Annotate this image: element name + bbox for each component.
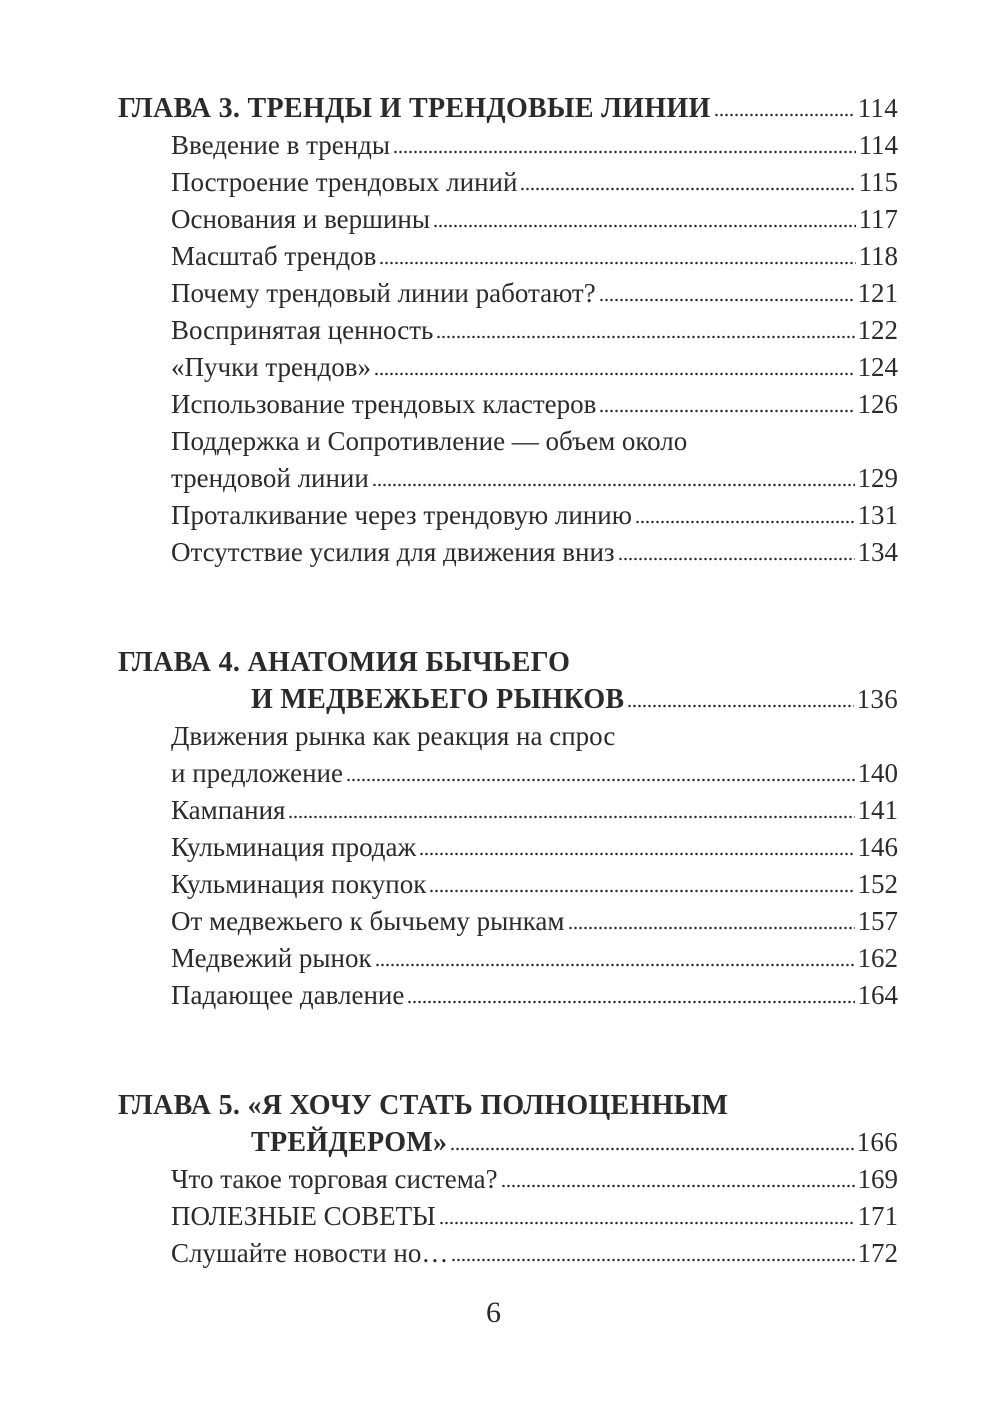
toc-entry-line1[interactable]	[118, 718, 898, 755]
chapter-4-heading-line2[interactable]	[118, 681, 898, 718]
toc-entry[interactable]	[118, 1198, 898, 1235]
page-number: 162	[857, 943, 898, 973]
toc-entry[interactable]	[118, 386, 898, 423]
dot-leader	[451, 1258, 854, 1262]
toc-entry[interactable]	[118, 1161, 898, 1198]
page-number: 129	[857, 463, 898, 493]
chapter-title: ТРЕЙДЕРОМ»	[251, 1127, 448, 1158]
section-title: Поддержка и Сопротивление — объем около	[171, 426, 688, 456]
chapter-title: И МЕДВЕЖЬЕГО РЫНКОВ	[251, 684, 625, 715]
dot-leader	[627, 704, 853, 708]
toc-entry[interactable]	[118, 275, 898, 312]
toc-entry[interactable]	[118, 829, 898, 866]
section-title: Использование трендовых кластеров	[171, 389, 597, 419]
toc-entry[interactable]	[118, 164, 898, 201]
toc-entry[interactable]	[118, 349, 898, 386]
chapter-5-heading-line2[interactable]	[118, 1124, 898, 1161]
spacer	[118, 1051, 898, 1087]
dot-leader	[599, 409, 854, 413]
toc-entry[interactable]	[118, 497, 898, 534]
page-number: 117	[858, 204, 898, 234]
dot-leader	[618, 557, 855, 561]
toc-entry[interactable]	[118, 903, 898, 940]
dot-leader	[374, 372, 855, 376]
page-number: 146	[857, 832, 898, 862]
section-title: Воспринятая ценность	[171, 315, 434, 345]
dot-leader	[433, 224, 856, 228]
section-title: Масштаб трендов	[171, 241, 377, 271]
page-folio: 6	[486, 1296, 501, 1329]
page-number: 115	[858, 167, 898, 197]
page-number: 121	[857, 278, 898, 308]
chapter-title: ГЛАВА 5. «Я ХОЧУ СТАТЬ ПОЛНОЦЕННЫМ	[118, 1090, 729, 1121]
section-title: Движения рынка как реакция на спрос	[171, 721, 616, 751]
section-title: Медвежий рынок	[171, 943, 372, 973]
page-number: 136	[856, 684, 898, 714]
page-number: 126	[857, 389, 898, 419]
section-title: Слушайте новости но…	[171, 1238, 449, 1268]
section-title: и предложение	[171, 758, 343, 788]
chapter-title: ГЛАВА 4. АНАТОМИЯ БЫЧЬЕГО	[118, 647, 571, 678]
toc-entry[interactable]	[118, 940, 898, 977]
page-number: 114	[857, 93, 898, 123]
dot-leader	[520, 187, 855, 191]
dot-leader	[346, 778, 855, 782]
page-number: 166	[856, 1127, 898, 1157]
chapter-3-heading[interactable]	[118, 90, 898, 127]
page-number: 172	[857, 1238, 898, 1268]
toc-entry-line2[interactable]	[118, 460, 898, 497]
dot-leader	[372, 483, 855, 487]
page-number: 124	[857, 352, 898, 382]
table-of-contents	[118, 90, 898, 1272]
section-title: От медвежьего к бычьему рынкам	[171, 906, 565, 936]
dot-leader	[419, 852, 854, 856]
toc-entry[interactable]	[118, 977, 898, 1014]
page-number: 134	[857, 537, 898, 567]
toc-entry[interactable]	[118, 312, 898, 349]
section-title: Проталкивание через трендовую линию	[171, 500, 632, 530]
section-title: трендовой линии	[171, 463, 369, 493]
toc-entry[interactable]	[118, 534, 898, 571]
page-number: 157	[857, 906, 898, 936]
page-number: 169	[857, 1164, 898, 1194]
section-title: ПОЛЕЗНЫЕ СОВЕТЫ	[171, 1201, 436, 1231]
section-title: Падающее давление	[171, 980, 405, 1010]
spacer	[118, 1014, 898, 1051]
spacer	[118, 608, 898, 644]
toc-entry[interactable]	[118, 238, 898, 275]
toc-entry[interactable]	[118, 866, 898, 903]
spacer	[118, 571, 898, 608]
section-title: Кульминация покупок	[171, 869, 427, 899]
page-number: 171	[857, 1201, 898, 1231]
toc-entry[interactable]	[118, 792, 898, 829]
dot-leader	[429, 889, 854, 893]
dot-leader	[375, 963, 855, 967]
section-title: Отсутствие усилия для движения вниз	[171, 537, 615, 567]
section-title: Кампания	[171, 795, 286, 825]
page-number: 131	[857, 500, 898, 530]
section-title: Введение в тренды	[171, 130, 391, 160]
section-title: «Пучки трендов»	[171, 352, 371, 382]
toc-entry[interactable]	[118, 1235, 898, 1272]
dot-leader	[407, 1000, 854, 1004]
dot-leader	[568, 926, 855, 930]
page-number: 118	[858, 241, 898, 271]
section-title: Что такое торговая система?	[171, 1164, 498, 1194]
page-number: 164	[857, 980, 898, 1010]
toc-entry[interactable]	[118, 201, 898, 238]
section-title: Основания и вершины	[171, 204, 430, 234]
dot-leader	[379, 261, 855, 265]
toc-entry-line1[interactable]	[118, 423, 898, 460]
dot-leader	[288, 815, 854, 819]
dot-leader	[501, 1184, 855, 1188]
chapter-4-heading-line1[interactable]	[118, 644, 898, 681]
page-number: 140	[857, 758, 898, 788]
section-title: Построение трендовых линий	[171, 167, 518, 197]
page-number: 114	[858, 130, 898, 160]
chapter-5-heading-line1[interactable]	[118, 1087, 898, 1124]
chapter-title: ГЛАВА 3. ТРЕНДЫ И ТРЕНДОВЫЕ ЛИНИИ	[118, 93, 711, 124]
dot-leader	[436, 335, 854, 339]
dot-leader	[450, 1147, 853, 1151]
page-number: 141	[857, 795, 898, 825]
dot-leader	[439, 1221, 855, 1225]
section-title: Почему трендовый линии работают?	[171, 278, 596, 308]
toc-entry[interactable]	[118, 127, 898, 164]
dot-leader	[714, 113, 855, 117]
section-title: Кульминация продаж	[171, 832, 417, 862]
dot-leader	[599, 298, 855, 302]
page-number: 122	[857, 315, 898, 345]
dot-leader	[635, 520, 855, 524]
page-number: 152	[857, 869, 898, 899]
dot-leader	[393, 150, 855, 154]
toc-entry-line2[interactable]	[118, 755, 898, 792]
